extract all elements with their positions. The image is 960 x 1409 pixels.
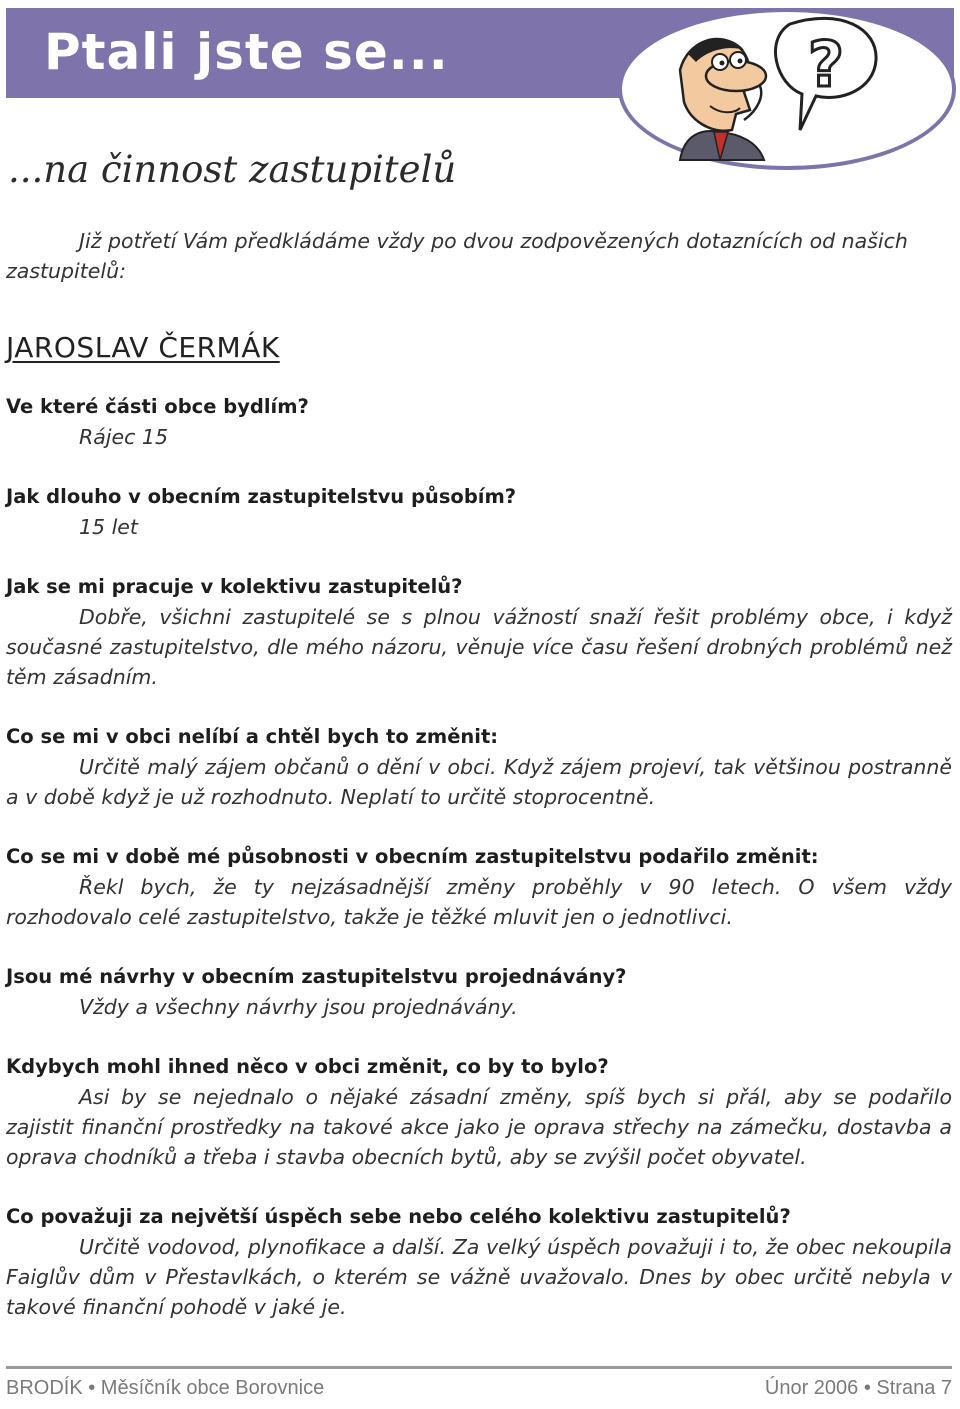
question: Co se mi v době mé působnosti v obecním zastupitelstvu podařilo změnit: bbox=[6, 845, 819, 868]
answer: Asi by se nejednalo o nějaké zásadní změny, spíš bych si přál, aby se podařilo zajistit finanční prostředky na takové akce jako je oprava střechy na zámečku, dostavba a oprava chodníků a třeba i stavba obecních bytů, aby se zvýšil počet obyvatel. bbox=[6, 1085, 952, 1169]
footer-page-info: Únor 2006 • Strana 7 bbox=[764, 1377, 952, 1399]
qa-item bbox=[6, 1202, 952, 1322]
qa-item bbox=[6, 722, 952, 812]
question: Jsou mé návrhy v obecním zastupitelstvu projednávány? bbox=[6, 965, 627, 988]
article-subtitle: ...na činnost zastupitelů bbox=[8, 148, 457, 191]
answer: 15 let bbox=[79, 515, 138, 539]
question: Jak se mi pracuje v kolektivu zastupitelů? bbox=[6, 575, 463, 598]
question: Co se mi v obci nelíbí a chtěl bych to změnit: bbox=[6, 725, 499, 748]
qa-item bbox=[6, 962, 952, 1022]
question: Co považuji za největší úspěch sebe nebo celého kolektivu zastupitelů? bbox=[6, 1205, 791, 1228]
answer: Vždy a všechny návrhy jsou projednávány. bbox=[79, 995, 518, 1019]
question: Ve které části obce bydlím? bbox=[6, 395, 309, 418]
qa-item bbox=[6, 842, 952, 932]
question: Kdybych mohl ihned něco v obci změnit, co by to bylo? bbox=[6, 1055, 609, 1078]
question: Jak dlouho v obecním zastupitelstvu působím? bbox=[6, 485, 517, 508]
svg-text:?: ? bbox=[808, 28, 844, 101]
intro-text: Již potřetí Vám předkládáme vždy po dvou zodpovězených dotaznících od našich zastupitelů: bbox=[6, 229, 908, 283]
answer: Určitě malý zájem občanů o dění v obci. Když zájem projeví, tak většinou postranně a v době když je už rozhodnuto. Neplatí to určitě stoprocentně. bbox=[6, 755, 952, 809]
qa-item bbox=[6, 482, 952, 542]
qa-item bbox=[6, 1052, 952, 1172]
question-bubble-icon bbox=[775, 18, 876, 130]
thinking-man-illustration bbox=[640, 10, 940, 170]
page-title: Ptali jste se... bbox=[44, 23, 449, 81]
article-body bbox=[6, 226, 952, 1352]
footer-publication: BRODÍK • Měsíčník obce Borovnice bbox=[6, 1377, 325, 1399]
answer: Rájec 15 bbox=[79, 425, 168, 449]
man-figure bbox=[680, 38, 766, 160]
qa-item bbox=[6, 392, 952, 452]
person-name: JAROSLAV ČERMÁK bbox=[6, 331, 280, 364]
answer: Řekl bych, že ty nejzásadnější změny proběhly v 90 letech. O všem vždy rozhodovalo celé zastupitelstvo, takže je těžké mluvit jen o jednotlivci. bbox=[6, 875, 952, 929]
qa-item bbox=[6, 572, 952, 692]
answer: Určitě vodovod, plynofikace a další. Za velký úspěch považuji i to, že obec nekoupila Faiglův dům v Přestavlkách, o kterém se vážně uvažovalo. Dnes by obec určitě nebyla v takové finanční pohodě v jaké je. bbox=[6, 1235, 952, 1319]
answer: Dobře, všichni zastupitelé se s plnou vážností snaží řešit problémy obce, i když současné zastupitelstvo, dle mého názoru, věnuje více času řešení drobných problémů než těm zásadním. bbox=[6, 605, 952, 689]
footer-divider bbox=[6, 1366, 952, 1369]
